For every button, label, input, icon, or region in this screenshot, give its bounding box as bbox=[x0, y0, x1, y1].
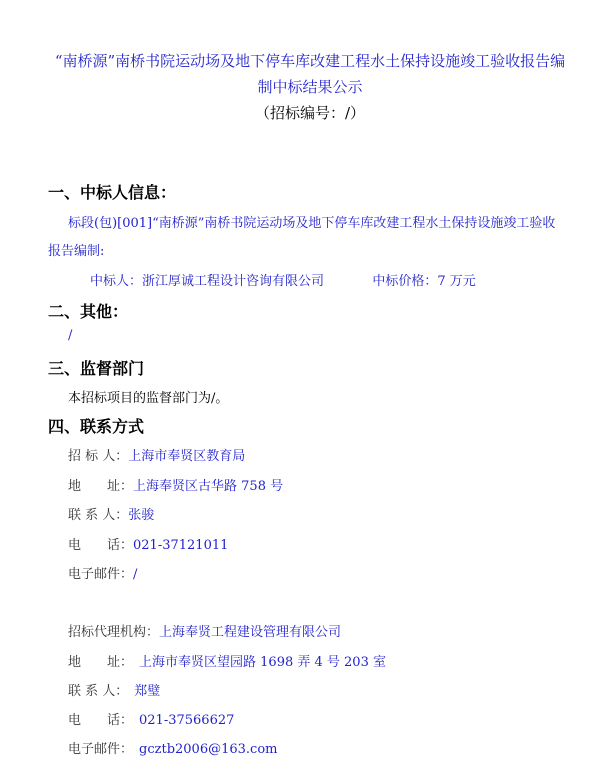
tenderer-address-value: 上海奉贤区古华路 758 号 bbox=[133, 479, 284, 494]
title-line-2: 制中标结果公示 bbox=[257, 78, 363, 96]
section-3-content: 本招标项目的监督部门为/。 bbox=[68, 391, 229, 406]
tenderer-address-label: 地 址： bbox=[68, 479, 134, 494]
agency-phone-label: 电 话： bbox=[68, 713, 134, 728]
tenderer-contact-value: 张骏 bbox=[128, 508, 155, 523]
winner-value: 浙江厚诚工程设计咨询有限公司 bbox=[142, 274, 325, 289]
tenderer-phone-row bbox=[68, 534, 228, 553]
tenderer-phone-label: 电 话： bbox=[68, 538, 134, 553]
tenderer-name-label: 招 标 人： bbox=[68, 449, 129, 464]
lot-description-line-2: 报告编制: bbox=[48, 244, 105, 259]
tenderer-phone-value: 021-37121011 bbox=[133, 538, 229, 553]
section-4-heading: 四、联系方式 bbox=[48, 417, 145, 436]
agency-email-label: 电子邮件： bbox=[68, 742, 134, 757]
tenderer-email-value: / bbox=[133, 567, 138, 582]
document-title bbox=[40, 48, 580, 126]
tenderer-email-row bbox=[68, 563, 137, 582]
tenderer-name-row bbox=[68, 445, 245, 464]
agency-phone-row bbox=[68, 709, 234, 728]
price-label: 中标价格： bbox=[372, 274, 438, 289]
title-line-3: （招标编号：/） bbox=[254, 104, 366, 122]
agency-email-row bbox=[68, 738, 277, 757]
agency-name-label: 招标代理机构： bbox=[68, 625, 160, 640]
agency-address-label: 地 址： bbox=[68, 655, 134, 670]
tenderer-name-value: 上海市奉贤区教育局 bbox=[128, 449, 246, 464]
tenderer-contact-label: 联 系 人： bbox=[68, 508, 129, 523]
winner-label: 中标人： bbox=[90, 274, 143, 289]
section-3-heading: 三、监督部门 bbox=[48, 359, 145, 378]
tenderer-address-row bbox=[68, 475, 283, 494]
agency-name-row bbox=[68, 621, 341, 640]
agency-contact-row bbox=[68, 680, 160, 699]
agency-phone-value: 021-37566627 bbox=[139, 713, 235, 728]
agency-contact-label: 联 系 人： bbox=[68, 684, 129, 699]
tenderer-email-label: 电子邮件： bbox=[68, 567, 134, 582]
lot-description-line-1: 标段(包)[001]“南桥源”南桥书院运动场及地下停车库改建工程水土保持设施竣工验收 bbox=[68, 216, 556, 231]
price-value: 7 万元 bbox=[437, 274, 476, 289]
section-2-content: / bbox=[68, 328, 73, 343]
winner-row bbox=[90, 270, 476, 289]
agency-name-value: 上海奉贤工程建设管理有限公司 bbox=[159, 625, 342, 640]
agency-address-row bbox=[68, 651, 386, 670]
section-2-heading: 二、其他： bbox=[48, 302, 129, 321]
tenderer-contact-row bbox=[68, 504, 154, 523]
agency-address-value: 上海市奉贤区望园路 1698 弄 4 号 203 室 bbox=[139, 655, 386, 670]
section-1-heading: 一、中标人信息： bbox=[48, 183, 177, 202]
agency-contact-value: 郑璧 bbox=[134, 684, 161, 699]
agency-email-link[interactable]: gcztb2006@163.com bbox=[139, 742, 278, 757]
title-line-1: “南桥源”南桥书院运动场及地下停车库改建工程水土保持设施竣工验收报告编 bbox=[54, 52, 566, 70]
